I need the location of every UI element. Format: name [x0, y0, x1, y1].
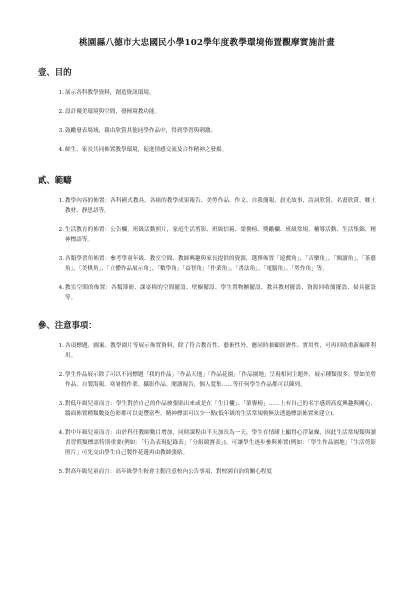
item-text: 對高年級兒童而言：高年級學生較會主動注意校內公告事項，對校園自治的關心程度	[65, 469, 272, 475]
item-text: 對中年級兒童而言：由於科任教師數目增加，同時課程由半天加長為一天，學生在情緒上顯得心浮氣燥，因此生活常規類與讀書習慣類標語特別重要(例如：「行為表現紀錄表」「分組競賽表」)，可讓學生逐步參與佈置(例如：「學生作品園地」「生活剪影照片」可先交由學生自己製作花邊再由教師張貼。	[65, 430, 376, 456]
list-item	[38, 428, 376, 458]
section-heading: 貳、範疇	[38, 175, 72, 185]
item-text: 展示各科教學資料，創造資訊環境。	[65, 90, 155, 96]
section-heading: 壹、目的	[38, 67, 72, 77]
item-number: 2.	[58, 227, 64, 233]
list-item	[38, 467, 376, 477]
list-item	[38, 196, 376, 216]
item-number: 2.	[58, 372, 64, 378]
list-item	[38, 370, 376, 390]
item-number: 3.	[58, 256, 64, 262]
item-text: 對低年級兒童而言：學生對於自己的作品被張貼出來或是在「生日欄」、「榮譽榜」……上有自己的名字感到高度興趣與關心，牆面佈置種類數及色彩都可以更豐富些。精神標語可以少一點(低年級的生活常規較無法透過標語佈置來建立)。	[65, 401, 376, 417]
item-text: 各項標題、圖案、教學園片等展示佈置資料，除了符合教育性、藝術性外，應同時兼顧經濟性、實用性，可再回收重新編排利用。	[65, 343, 376, 359]
item-text: 生活教育的佈置：公告欄、班級活動照片，家庭生活剪影、班級信箱、榮譽榜、獎勵欄、班級常規、輔導活動、生活集錦、精神標語等。	[65, 227, 376, 243]
list-item	[38, 145, 376, 155]
list-item	[38, 225, 376, 245]
item-number: 3.	[58, 128, 64, 134]
item-number: 1.	[58, 198, 64, 204]
item-text: 學生作品展示除了可以不同標題「我的作品」「作品天地」「作品花園」「作品園地」呈現相同主題外，展示種類很多，譬如美勞作品、自製海報、寒暑假作業、攝影作品、閱讀報告、個人寬集……等任何學生作品都可以陳列。	[65, 372, 376, 388]
item-number: 4.	[58, 285, 64, 291]
list-item	[38, 107, 376, 117]
list-item	[38, 88, 376, 98]
list-item	[38, 126, 376, 136]
section-scope	[38, 174, 376, 303]
item-text: 設計優美環境與空間，發揮境教功能。	[65, 109, 161, 115]
item-number: 1.	[58, 90, 64, 96]
item-number: 1.	[58, 343, 64, 349]
document-title: 桃園縣八德市大忠國民小學102學年度教學環境佈置觀摩實施計畫	[79, 38, 335, 48]
item-list	[38, 88, 376, 155]
item-number: 4.	[58, 147, 64, 153]
item-text: 各類學習角佈置：參考學童年級、教室空間、教師興趣與家長提供的資源，選擇佈置「遊戲角」、「音樂角」、「閱讀角」、「茶藝角」、「美棋角」、「立體作品展示角」、「數學角」「益智角」「作業角」、「書法角」、「電腦角」、「勞作角」等。	[65, 256, 376, 272]
item-text: 教室空間的佈置：各類簿冊、課桌椅的空間擺設、壁櫥擺設、學生置物櫃擺設、教具教材擺設、資源回收簡擺設、掃具擺設等。	[65, 285, 376, 301]
item-text: 鼓勵發表場域，藉由欣賞其他同學作品中，得到學習與刺激。	[65, 128, 217, 134]
item-text: 教學內容的佈置：各科國式教具、各組的教學成果報告、美勞作品、作文、自我簡報、晨光故事、詩詞欣賞、名畫欣賞、鄉土教材、靜思語等。	[65, 198, 376, 214]
item-number: 2.	[58, 109, 64, 115]
list-item	[38, 283, 376, 303]
list-item	[38, 399, 376, 419]
section-purpose	[38, 66, 376, 155]
item-number: 4.	[58, 430, 64, 436]
list-item	[38, 341, 376, 361]
section-heading: 參、注意事項：	[38, 320, 97, 330]
item-number: 3.	[58, 401, 64, 407]
item-number: 5.	[58, 469, 64, 475]
list-item	[38, 254, 376, 274]
item-list	[38, 196, 376, 303]
item-list	[38, 341, 376, 477]
section-notes	[38, 319, 376, 477]
item-text: 師生、家長共同佈置教學環境，促進情感交流及合作精神之發揚。	[65, 147, 228, 153]
